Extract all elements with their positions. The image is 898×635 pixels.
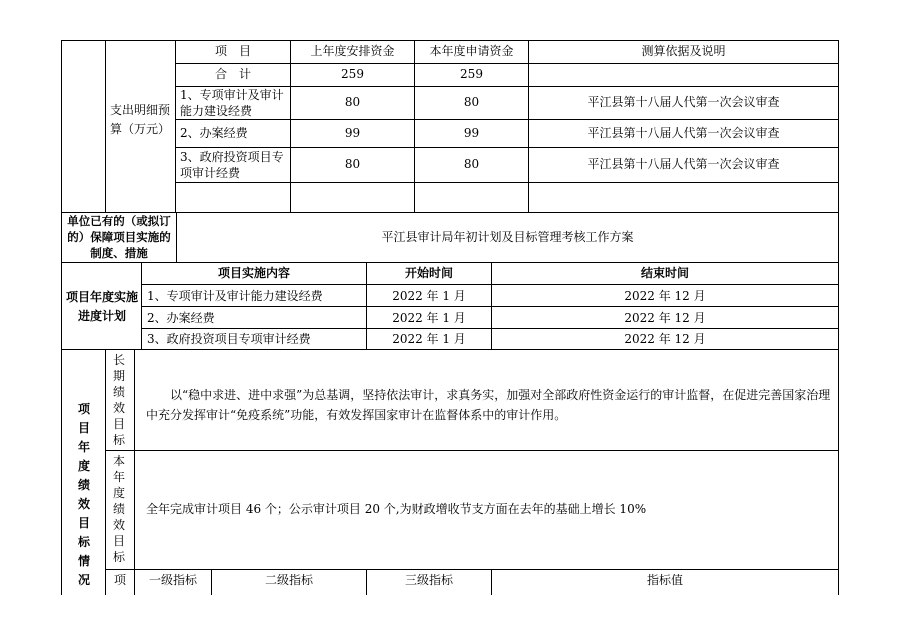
budget-section-label: 支出明细预算（万元） — [109, 103, 170, 136]
schedule-row-start: 2022 年 1 月 — [392, 332, 466, 346]
section-line — [61, 212, 839, 213]
schedule-row-end: 2022 年 12 月 — [624, 311, 706, 325]
budget-row-this-year: 99 — [463, 126, 480, 140]
schedule-row-start: 2022 年 1 月 — [392, 311, 466, 325]
schedule-row-end: 2022 年 12 月 — [624, 332, 706, 346]
budget-row-this-year: 80 — [463, 95, 480, 109]
section-line — [61, 349, 839, 350]
table-border-top — [61, 40, 839, 41]
budget-header-last-year: 上年度安排资金 — [310, 44, 395, 58]
budget-row-line — [175, 182, 839, 183]
schedule-label: 项目年度实施进度计划 — [65, 290, 138, 323]
budget-total-label: 合 计 — [214, 67, 251, 81]
budget-divider-1 — [105, 40, 106, 212]
schedule-row-end: 2022 年 12 月 — [624, 289, 706, 303]
annual-goal-text: 全年完成审计项目 46 个；公示审计项目 20 个,为财政增收节支方面在去年的基础上增长 10% — [146, 502, 647, 516]
budget-row-item: 3、政府投资项目专项审计经费 — [180, 150, 284, 180]
schedule-row-line — [141, 328, 839, 329]
budget-row-basis: 平江县第十八届人代第一次会议审查 — [587, 126, 780, 140]
schedule-header-content: 项目实施内容 — [217, 266, 290, 280]
schedule-row-content: 1、专项审计及审计能力建设经费 — [147, 289, 323, 303]
schedule-row-start: 2022 年 1 月 — [392, 289, 466, 303]
budget-row-basis: 平江县第十八届人代第一次会议审查 — [587, 157, 780, 171]
indicator-header-level1: 一级指标 — [148, 573, 197, 587]
budget-row-line — [175, 63, 839, 64]
schedule-row-line — [141, 306, 839, 307]
budget-row-last-year: 80 — [344, 95, 361, 109]
budget-divider-2 — [175, 40, 176, 212]
indicator-header-level3: 三级指标 — [404, 573, 453, 587]
schedule-header-end: 结束时间 — [640, 266, 689, 280]
budget-row-item: 1、专项审计及审计能力建设经费 — [180, 88, 284, 118]
budget-row-line — [175, 119, 839, 120]
systems-label: 单位已有的（或拟订的）保障项目实施的制度、措施 — [67, 214, 171, 260]
performance-row-line — [105, 569, 839, 570]
schedule-row-content: 3、政府投资项目专项审计经费 — [147, 332, 311, 346]
budget-total-last-year: 259 — [341, 67, 364, 81]
indicator-header-level2: 二级指标 — [264, 573, 313, 587]
indicator-header-value: 指标值 — [646, 573, 683, 587]
schedule-row-content: 2、办案经费 — [147, 311, 215, 325]
budget-row-this-year: 80 — [463, 157, 480, 171]
budget-header-item: 项 目 — [214, 44, 251, 58]
table-border-right — [838, 40, 839, 595]
budget-header-basis: 测算依据及说明 — [641, 44, 726, 58]
schedule-row-line — [141, 284, 839, 285]
schedule-header-start: 开始时间 — [404, 266, 453, 280]
budget-row-item: 2、办案经费 — [180, 126, 248, 140]
budget-row-line — [175, 147, 839, 148]
budget-row-basis: 平江县第十八届人代第一次会议审查 — [587, 95, 780, 109]
performance-divider-2 — [134, 349, 135, 595]
systems-value: 平江县审计局年初计划及目标管理考核工作方案 — [381, 230, 634, 244]
indicator-header-col0: 项 — [113, 573, 126, 587]
long-term-goal-text: 以“稳中求进、进中求强”为总基调，坚持依法审计，求真务实，加强对全部政府性资金运行的审计监督，在促进完善国家治理中充分发挥审计“免疫系统”功能，有效发挥国家审计在监督体系中的审计作用。 — [146, 388, 831, 422]
table-border-left — [61, 40, 62, 595]
long-term-goal-label: 长期绩效目标 — [112, 353, 125, 447]
budget-row-last-year: 80 — [344, 157, 361, 171]
performance-label: 项目年度绩效目标情况 — [77, 402, 90, 587]
budget-row-last-year: 99 — [344, 126, 361, 140]
performance-row-line — [105, 450, 839, 451]
budget-total-this-year: 259 — [460, 67, 483, 81]
performance-divider-1 — [105, 349, 106, 595]
annual-goal-label: 本年度绩效目标 — [112, 454, 125, 564]
section-line — [61, 262, 839, 263]
budget-header-this-year: 本年度申请资金 — [429, 44, 514, 58]
